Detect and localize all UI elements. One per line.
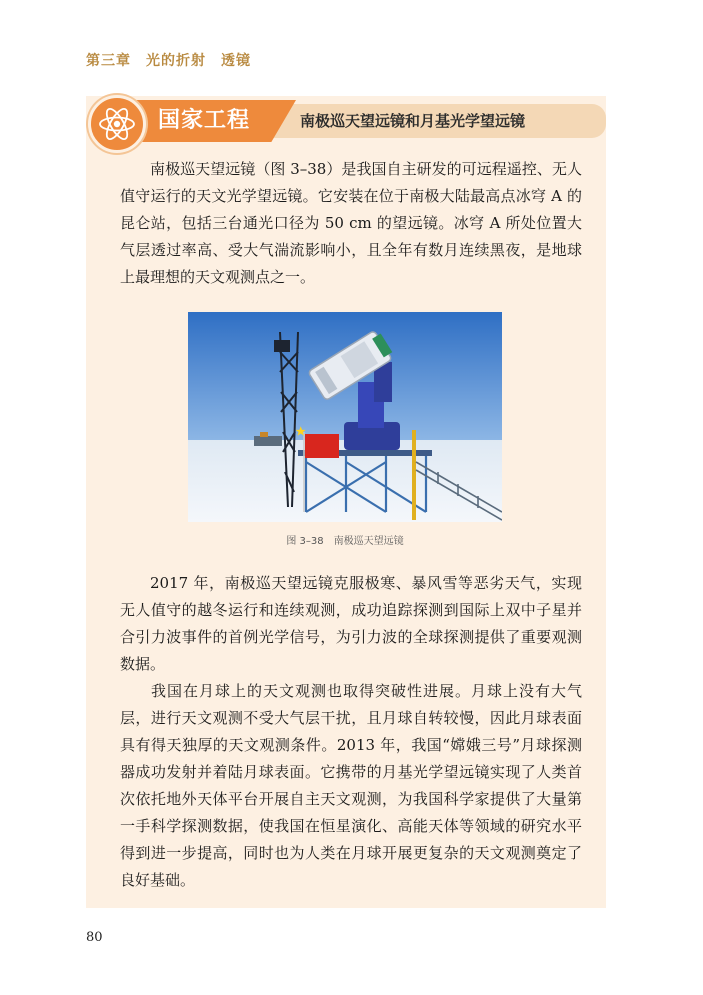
paragraph-1 <box>120 156 582 291</box>
paragraph-2-text: 2017 年，南极巡天望远镜克服极寒、暴风雪等恶劣天气，实现无人值守的越冬运行和连续观测，成功追踪探测到国际上双中子星并合引力波事件的首例光学信号，为引力波的全球探测提供了重要观测数据。 <box>120 574 582 673</box>
paragraph-3-text: 我国在月球上的天文观测也取得突破性进展。月球上没有大气层，进行天文观测不受大气层干扰，且月球自转较慢，因此月球表面具有得天独厚的天文观测条件。2013 年，我国“嫦娥三号”月球探测器成功发射并着陆月球表面。它携带的月基光学望远镜实现了人类首次依托地外天体平台开展自主天文观测，为我国科学家提供了大量第一手科学探测数据，使我国在恒星演化、高能天体等领域的研究水平得到进一步提高，同时也为人类在月球开展更复杂的天文观测奠定了良好基础。 <box>120 682 582 889</box>
banner-title: 南极巡天望远镜和月基光学望远镜 <box>300 112 526 130</box>
paragraph-1-text: 南极巡天望远镜（图 3–38）是我国自主研发的可远程遥控、无人值守运行的天文光学望远镜。它安装在位于南极大陆最高点冰穹 A 的昆仑站，包括三台通光口径为 50 cm 的望远镜。冰穹 A 所处位置大气层透过率高、受大气湍流影响小，且全年有数月连续黑夜，是地球上最理想的天文观测点之一。 <box>120 160 582 286</box>
paragraph-3 <box>120 678 582 894</box>
atom-icon <box>88 95 146 153</box>
banner-tag-label: 国家工程 <box>158 108 251 133</box>
chapter-header: 第三章 光的折射 透镜 <box>86 53 251 69</box>
telescope-photo <box>188 312 502 522</box>
page-number: 80 <box>86 930 103 945</box>
figure-caption: 图 3–38 南极巡天望远镜 <box>286 536 404 547</box>
paragraph-2 <box>120 570 582 678</box>
